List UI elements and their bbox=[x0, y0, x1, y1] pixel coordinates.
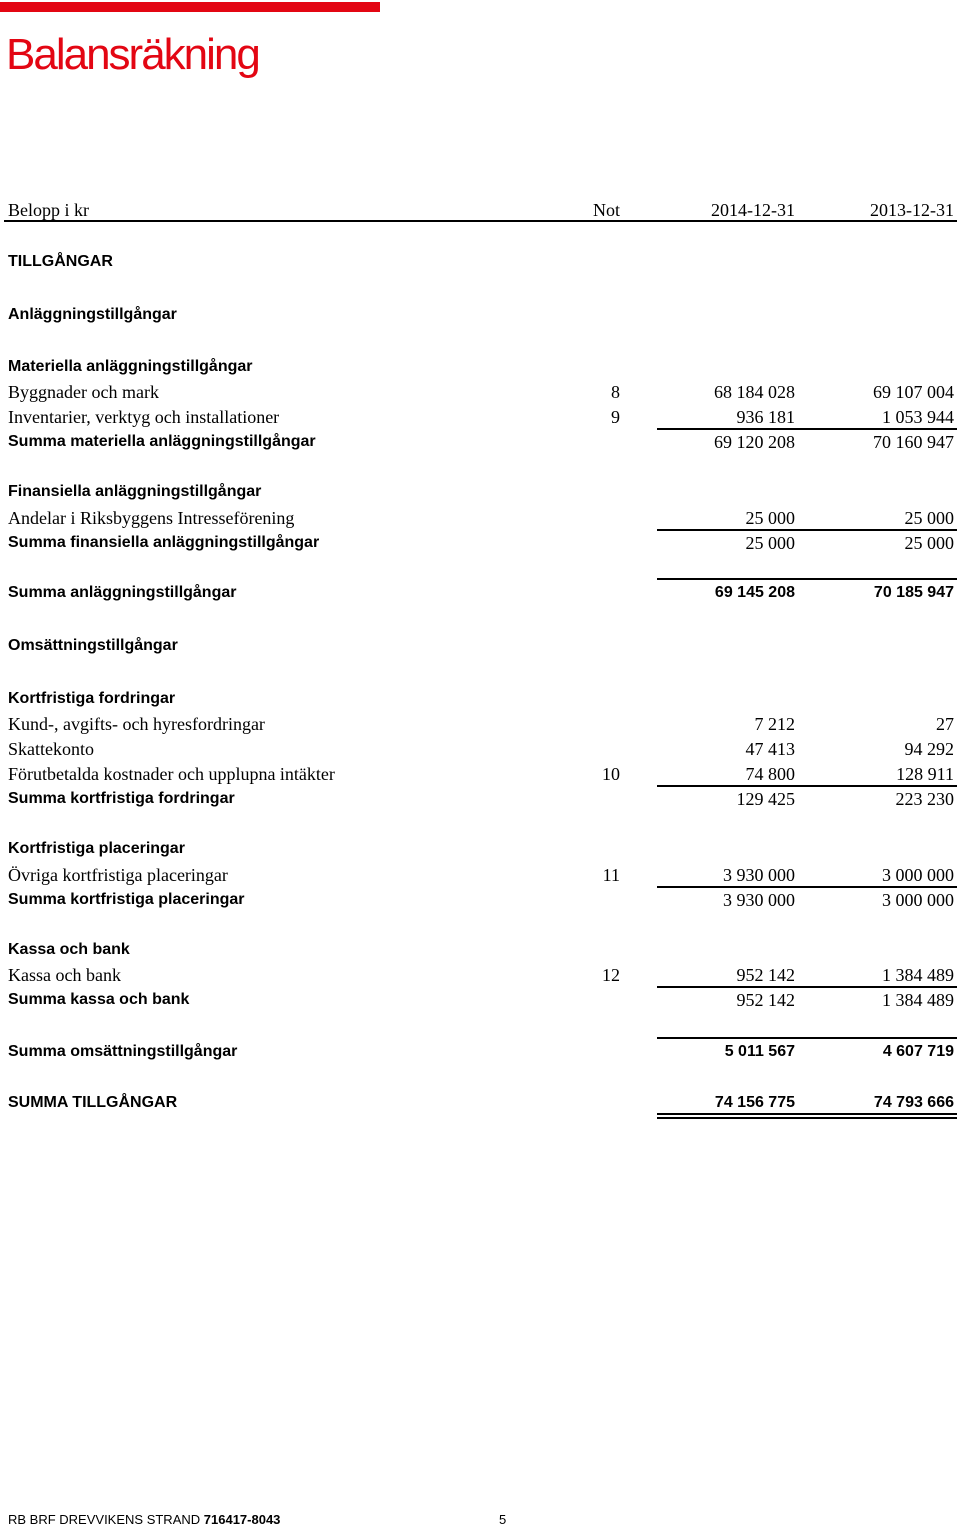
row-previous-value: 69 107 004 bbox=[873, 382, 954, 402]
row-current-value: 3 930 000 bbox=[723, 865, 795, 885]
row-current-value: 25 000 bbox=[745, 533, 795, 553]
row-current-value: 69 145 208 bbox=[714, 584, 795, 601]
row-label: Kassa och bank bbox=[8, 965, 121, 985]
row-current-value: 936 181 bbox=[736, 407, 795, 427]
row-previous-value: 223 230 bbox=[895, 789, 954, 809]
page-number: 5 bbox=[499, 1512, 507, 1527]
row-label: Andelar i Riksbyggens Intresseförening bbox=[8, 508, 295, 528]
section-heading bbox=[0, 634, 960, 658]
total-row bbox=[0, 1040, 960, 1064]
total-rule bbox=[657, 1037, 957, 1039]
row-current-value: 7 212 bbox=[754, 714, 795, 734]
header-accent-bar bbox=[0, 2, 380, 12]
row-current-value: 68 184 028 bbox=[714, 382, 795, 402]
subtotal-row bbox=[0, 430, 960, 454]
grand-total-rule-upper bbox=[657, 1113, 957, 1115]
row-label: Kortfristiga fordringar bbox=[8, 690, 176, 707]
column-header-previous: 2013-12-31 bbox=[870, 200, 954, 220]
line-item-row bbox=[0, 405, 960, 429]
row-current-value: 74 156 775 bbox=[714, 1094, 795, 1111]
row-label: Inventarier, verktyg och installationer bbox=[8, 407, 280, 427]
group-heading bbox=[0, 355, 960, 379]
row-current-value: 952 142 bbox=[736, 965, 795, 985]
column-header-row bbox=[0, 198, 960, 222]
row-current-value: 69 120 208 bbox=[714, 432, 795, 452]
row-label: Övriga kortfristiga placeringar bbox=[8, 865, 228, 885]
row-previous-value: 3 000 000 bbox=[882, 890, 954, 910]
row-label: Förutbetalda kostnader och upplupna intäkter bbox=[8, 764, 335, 784]
row-label: Summa anläggningstillgångar bbox=[8, 584, 237, 601]
row-label: Byggnader och mark bbox=[8, 382, 159, 402]
row-label: Anläggningstillgångar bbox=[8, 306, 177, 323]
row-previous-value: 25 000 bbox=[904, 533, 954, 553]
row-label: Omsättningstillgångar bbox=[8, 637, 178, 654]
row-previous-value: 27 bbox=[936, 714, 954, 734]
row-label: TILLGÅNGAR bbox=[8, 253, 113, 270]
subtotal-row bbox=[0, 888, 960, 912]
header-divider bbox=[4, 220, 957, 222]
section-heading bbox=[0, 303, 960, 327]
row-current-value: 74 800 bbox=[745, 764, 795, 784]
column-header-current: 2014-12-31 bbox=[711, 200, 795, 220]
row-previous-value: 70 160 947 bbox=[873, 432, 954, 452]
line-item-row bbox=[0, 380, 960, 404]
row-label: Materiella anläggningstillgångar bbox=[8, 358, 253, 375]
row-current-value: 47 413 bbox=[745, 739, 795, 759]
row-previous-value: 4 607 719 bbox=[882, 1043, 954, 1060]
line-item-row bbox=[0, 762, 960, 786]
grand-total-rule-lower bbox=[657, 1117, 957, 1119]
subtotal-row bbox=[0, 531, 960, 555]
line-item-row bbox=[0, 506, 960, 530]
row-note: 9 bbox=[611, 407, 620, 427]
row-previous-value: 74 793 666 bbox=[873, 1094, 954, 1111]
row-previous-value: 1 053 944 bbox=[882, 407, 954, 427]
column-header-note: Not bbox=[593, 200, 620, 220]
row-current-value: 3 930 000 bbox=[723, 890, 795, 910]
line-item-row bbox=[0, 863, 960, 887]
column-header-label: Belopp i kr bbox=[8, 200, 89, 220]
row-previous-value: 70 185 947 bbox=[873, 584, 954, 601]
grand-total-row bbox=[0, 1091, 960, 1115]
row-note: 12 bbox=[602, 965, 620, 985]
row-label: SUMMA TILLGÅNGAR bbox=[8, 1094, 178, 1111]
row-current-value: 129 425 bbox=[736, 789, 795, 809]
row-note: 10 bbox=[602, 764, 620, 784]
footer-company bbox=[8, 1512, 280, 1528]
footer-company-name: RB BRF DREVVIKENS STRAND bbox=[8, 1512, 201, 1527]
row-label: Summa kortfristiga fordringar bbox=[8, 790, 235, 807]
group-heading bbox=[0, 687, 960, 711]
row-previous-value: 128 911 bbox=[896, 764, 954, 784]
group-heading bbox=[0, 480, 960, 504]
row-current-value: 25 000 bbox=[745, 508, 795, 528]
row-label: Summa kortfristiga placeringar bbox=[8, 891, 245, 908]
row-current-value: 5 011 567 bbox=[724, 1043, 795, 1060]
row-label: Summa materiella anläggningstillgångar bbox=[8, 433, 316, 450]
row-current-value: 952 142 bbox=[736, 990, 795, 1010]
row-note: 11 bbox=[602, 865, 620, 885]
line-item-row bbox=[0, 963, 960, 987]
row-label: Kund-, avgifts- och hyresfordringar bbox=[8, 714, 265, 734]
row-previous-value: 3 000 000 bbox=[882, 865, 954, 885]
line-item-row bbox=[0, 737, 960, 761]
footer-org-number: 716417-8043 bbox=[203, 1512, 281, 1527]
row-label: Summa finansiella anläggningstillgångar bbox=[8, 534, 320, 551]
total-row bbox=[0, 581, 960, 605]
row-previous-value: 1 384 489 bbox=[882, 990, 954, 1010]
row-previous-value: 25 000 bbox=[904, 508, 954, 528]
row-label: Kortfristiga placeringar bbox=[8, 840, 185, 857]
row-label: Kassa och bank bbox=[8, 941, 130, 958]
row-label: Summa kassa och bank bbox=[8, 991, 190, 1008]
page-title: Balansräkning bbox=[6, 30, 259, 79]
row-label: Summa omsättningstillgångar bbox=[8, 1043, 238, 1060]
row-previous-value: 94 292 bbox=[904, 739, 954, 759]
row-label: Finansiella anläggningstillgångar bbox=[8, 483, 262, 500]
row-note: 8 bbox=[611, 382, 620, 402]
subtotal-row bbox=[0, 988, 960, 1012]
group-heading bbox=[0, 938, 960, 962]
subtotal-row bbox=[0, 787, 960, 811]
row-previous-value: 1 384 489 bbox=[882, 965, 954, 985]
row-label: Skattekonto bbox=[8, 739, 94, 759]
total-rule bbox=[657, 578, 957, 580]
group-heading bbox=[0, 837, 960, 861]
section-heading bbox=[0, 250, 960, 274]
line-item-row bbox=[0, 712, 960, 736]
